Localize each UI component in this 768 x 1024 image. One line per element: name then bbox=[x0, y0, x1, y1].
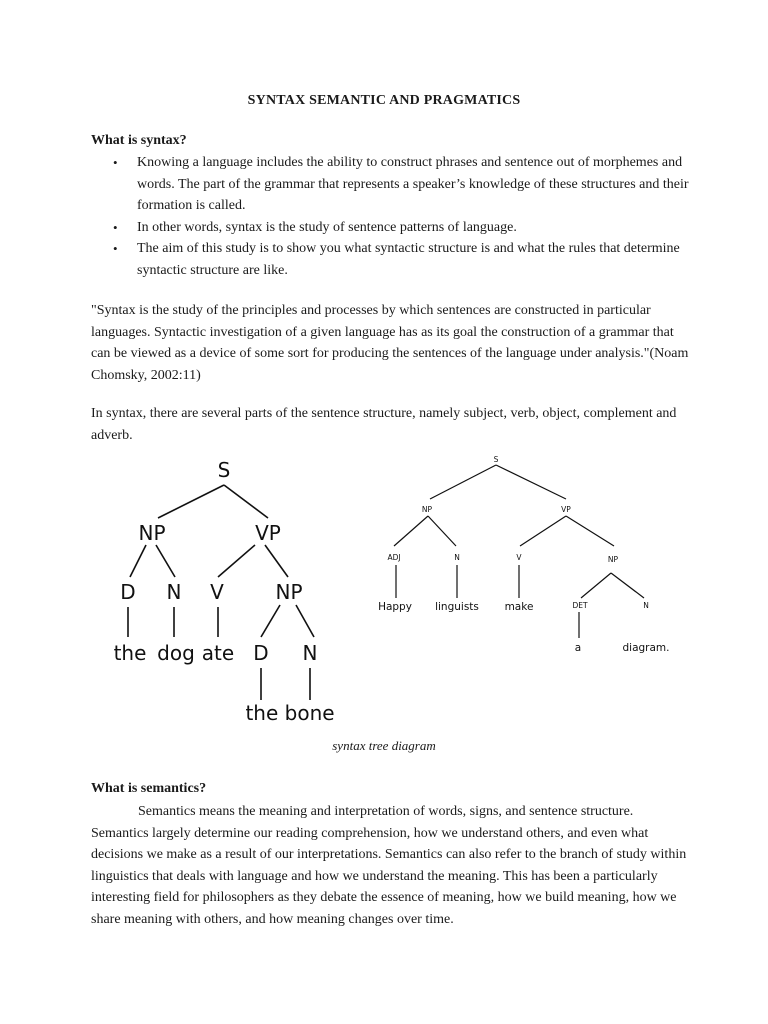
tree2-node-vp: VP bbox=[561, 505, 571, 514]
tree1-node-n: N bbox=[166, 580, 182, 604]
semantics-paragraph: Semantics means the meaning and interpretation of words, signs, and sentence structure. Semantics largely determine our reading comprehension, how we understand others, and even what decisions we make as a result of our interpretations. Semantics can also refer to the branch of study within linguistics that deals with language and how we understand the meaning. This has been a particularly interesting field for philosophers as they debate the essence of meaning, how we build meaning, how we share meaning with others, and how meaning changes over time. bbox=[91, 804, 687, 927]
bullet-text: Knowing a language includes the ability to construct phrases and sentence out of morphemes and words. The part of the grammar that represents a speaker’s knowledge of these structures and their formation is called. bbox=[137, 155, 689, 213]
list-item bbox=[91, 152, 691, 217]
tree1-node-v: V bbox=[210, 580, 224, 604]
tree2-word-diagram: diagram. bbox=[622, 642, 670, 654]
tree1-word-dog: dog bbox=[157, 641, 195, 665]
tree2-node-s: S bbox=[493, 455, 499, 464]
tree1-node-n-object: N bbox=[302, 641, 318, 665]
tree2-node-v: V bbox=[516, 553, 522, 562]
tree2-word-linguists: linguists bbox=[435, 601, 479, 613]
tree1-word-ate: ate bbox=[201, 641, 235, 665]
tree1-node-np: NP bbox=[138, 521, 166, 545]
tree2-node-adj: ADJ bbox=[387, 553, 401, 562]
list-item bbox=[91, 238, 691, 281]
tree2-word-a: a bbox=[574, 642, 582, 654]
syntax-tree-happy-linguists bbox=[370, 450, 690, 665]
bullet-text: The aim of this study is to show you what syntactic structure is and what the rules that determine syntactic structure are like. bbox=[137, 241, 680, 278]
tree2-node-det: DET bbox=[572, 601, 588, 610]
syntax-bullet-list bbox=[91, 152, 691, 281]
syntax-tree-the-dog-ate-the-bone bbox=[100, 450, 350, 730]
bullet-icon: • bbox=[113, 155, 118, 170]
semantics-heading: What is semantics? bbox=[91, 781, 207, 796]
bullet-text: In other words, syntax is the study of sentence patterns of language. bbox=[137, 219, 517, 235]
tree1-words-the-bone: the bone bbox=[245, 701, 335, 725]
bullet-icon: • bbox=[113, 219, 118, 235]
list-item bbox=[91, 217, 691, 239]
tree1-node-np-object: NP bbox=[275, 580, 303, 604]
page-title: SYNTAX SEMANTIC AND PRAGMATICS bbox=[247, 93, 521, 108]
tree1-node-vp: VP bbox=[255, 521, 281, 545]
tree2-node-n: N bbox=[454, 553, 460, 562]
tree2-node-np-object: NP bbox=[607, 555, 619, 564]
tree2-node-n-object: N bbox=[643, 601, 649, 610]
tree1-node-d-object: D bbox=[253, 641, 269, 665]
tree1-node-d: D bbox=[120, 580, 136, 604]
sentence-parts-paragraph: In syntax, there are several parts of the sentence structure, namely subject, verb, object, complement and adverb. bbox=[91, 406, 677, 443]
tree2-word-make: make bbox=[504, 601, 534, 613]
bullet-icon: • bbox=[113, 241, 118, 256]
tree2-word-happy: Happy bbox=[378, 601, 412, 613]
chomsky-quote: "Syntax is the study of the principles and processes by which sentences are constructed in particular languages. Syntactic investigation of a given language has as its goal the construction of a grammar that can be viewed as a device of some sort for producing the sentences of the language under analysis."(Noam Chomsky, 2002:11) bbox=[91, 303, 689, 383]
tree1-node-s: S bbox=[217, 458, 231, 482]
syntax-heading: What is syntax? bbox=[91, 133, 187, 148]
tree2-node-np: NP bbox=[421, 505, 433, 514]
tree1-word-the: the bbox=[113, 641, 147, 665]
figure-caption: syntax tree diagram bbox=[332, 738, 436, 753]
